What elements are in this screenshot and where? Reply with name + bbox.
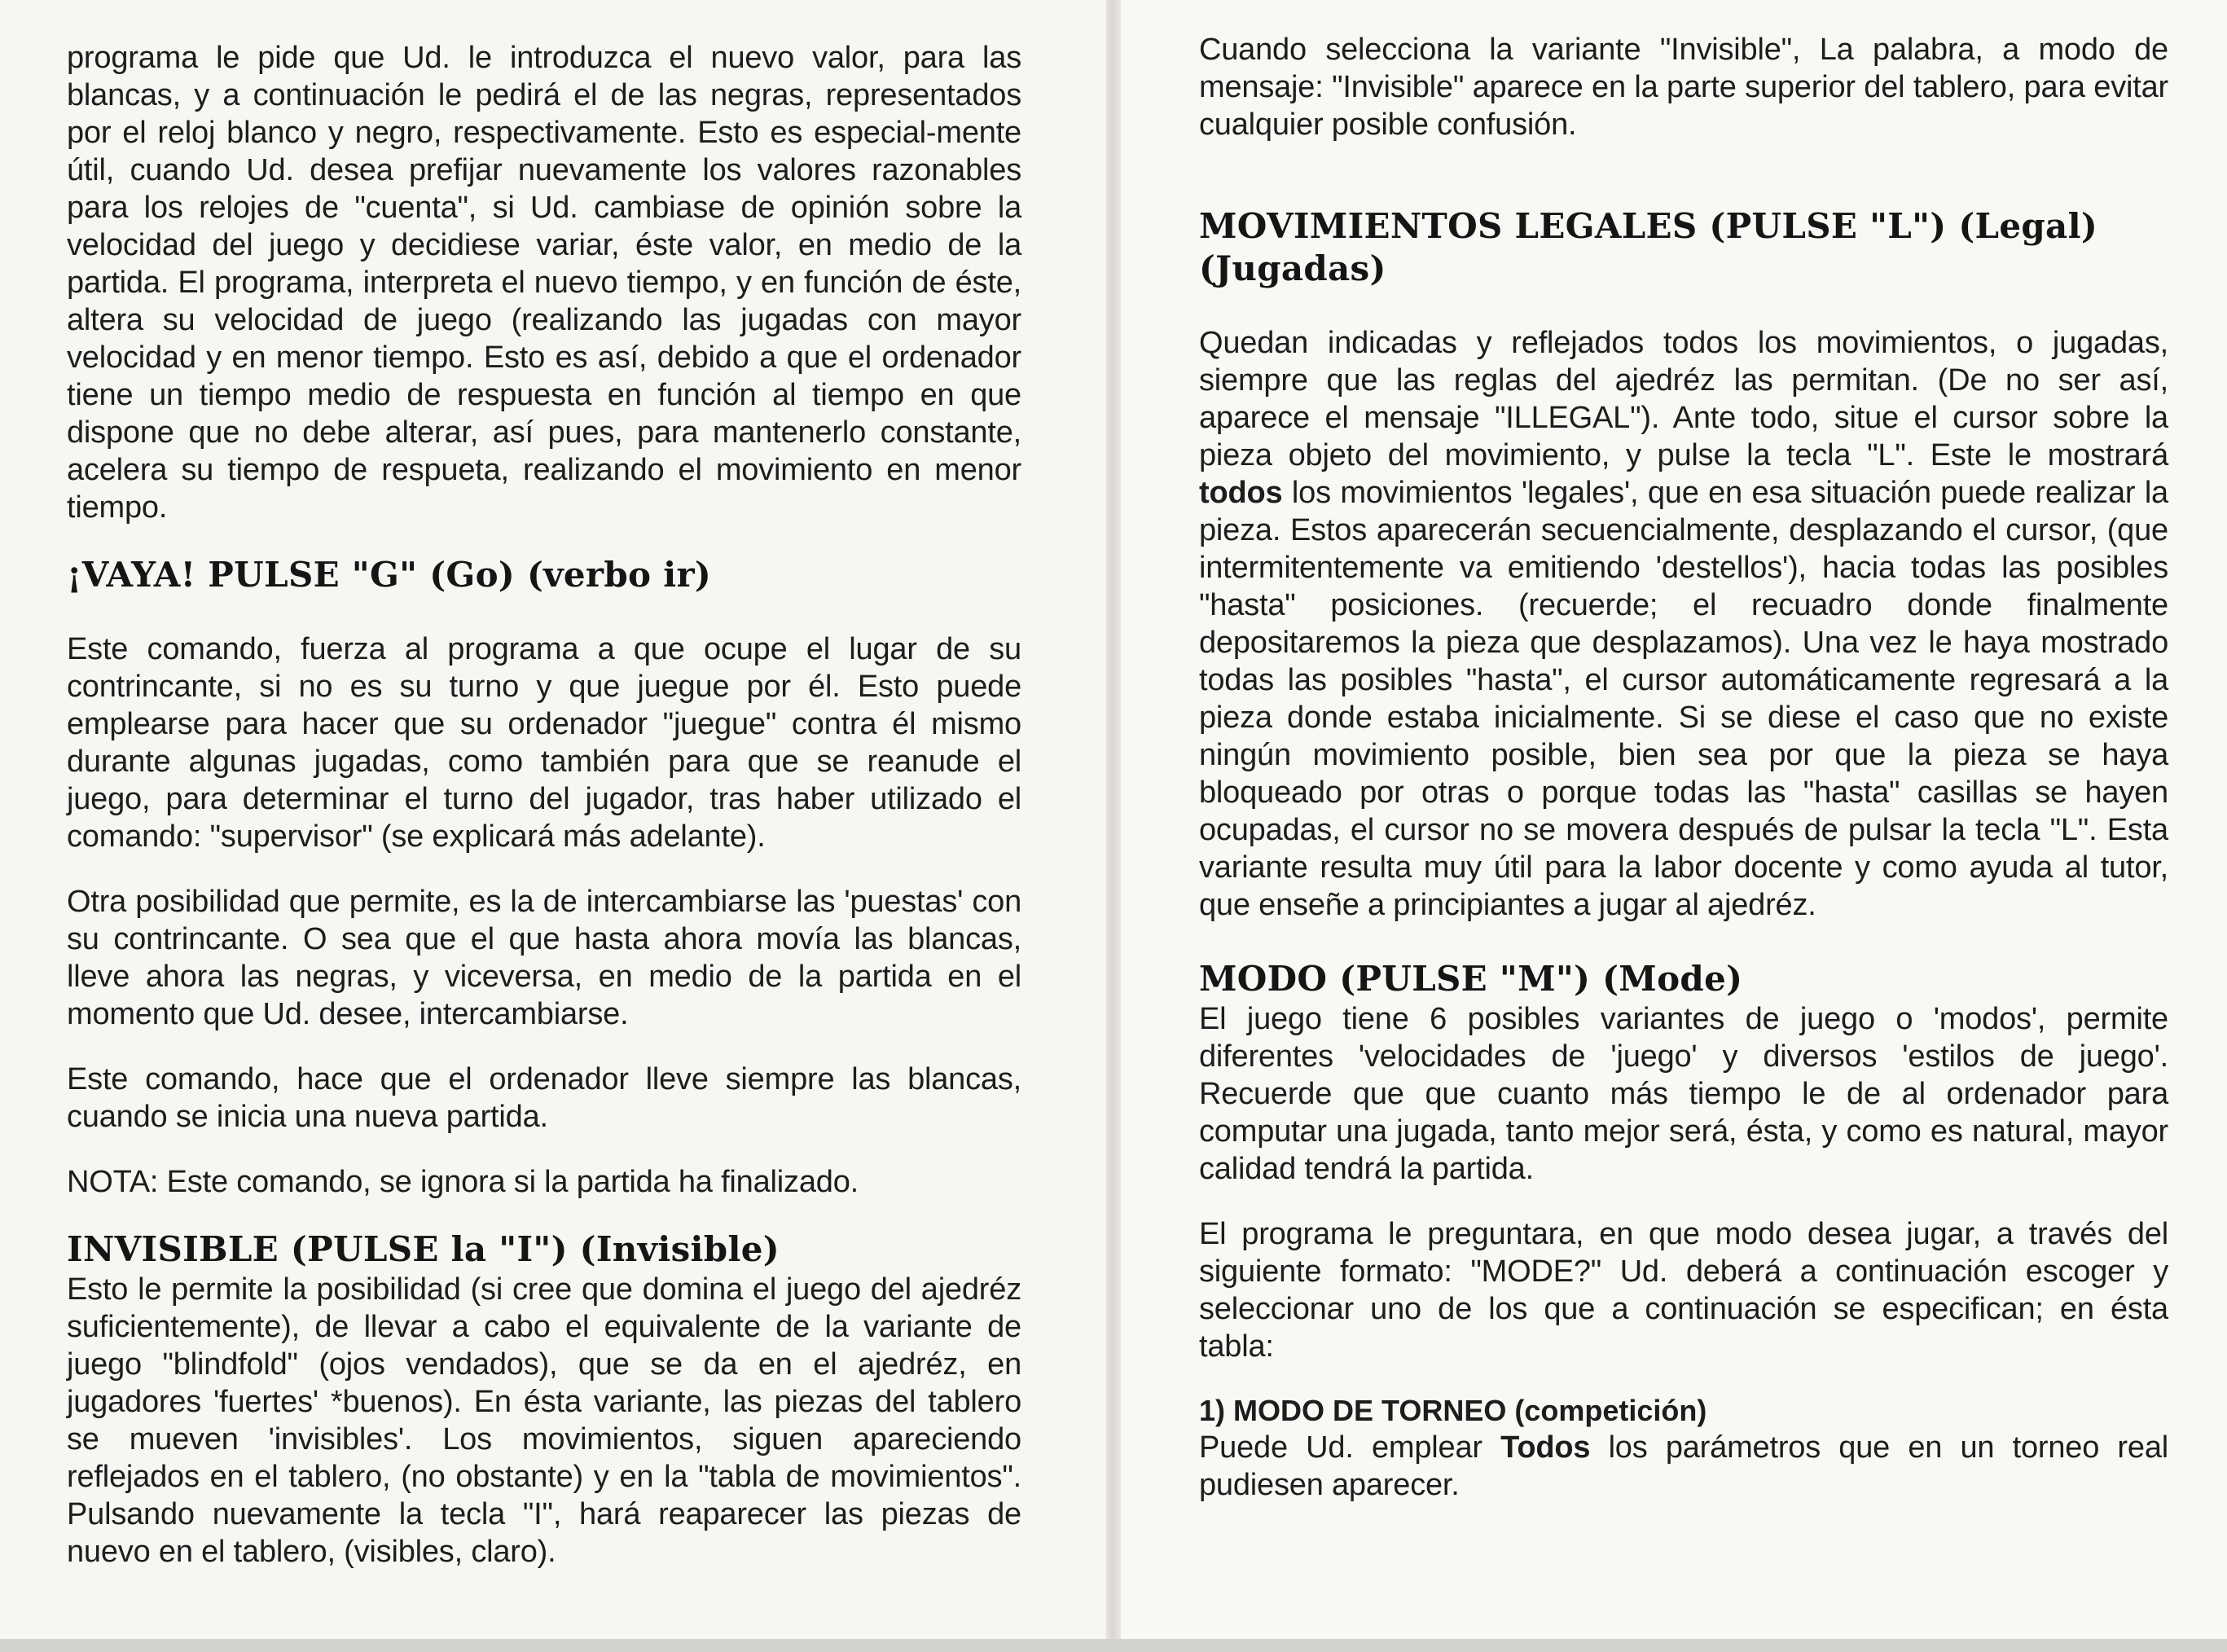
- heading-go-command: ¡VAYA! PULSE "G" (Go) (verbo ir): [67, 555, 712, 595]
- right-page: [1121, 0, 2227, 1652]
- paragraph-nota: NOTA: Este comando, se ignora si la partida ha finalizado.: [67, 1165, 859, 1199]
- paragraph-invisible-message: Cuando selecciona la variante "Invisible", La palabra, a modo de mensaje: "Invisible" aparece en la parte superior del tablero, para evitar cualquier posible confusión.: [1199, 33, 2168, 142]
- heading-legal-moves-line2: (Jugadas): [1199, 248, 1386, 288]
- heading-legal-moves-line1: MOVIMIENTOS LEGALES (PULSE "L") (Legal): [1199, 206, 2098, 246]
- emphasis-todos-tournament: Todos: [1500, 1430, 1591, 1465]
- paragraph-mode-prompt: El programa le preguntara, en que modo desea jugar, a través del siguiente formato: "MODE?" Ud. deberá a continuación escoger y seleccionar uno de los que a continuación se especifican; en ésta tabla:: [1199, 1217, 2168, 1364]
- paragraph-clock-values: programa le pide que Ud. le introduzca el nuevo valor, para las blancas, y a continuación le pedirá el de las negras, representados por el reloj blanco y negro, respectivamente. Esto es especial-mente útil, cuando Ud. desea prefijar nuevamente los valores razonables para los relojes de "cuenta", si Ud. cambiase de opinión sobre la velocidad del juego y decidiese variar, éste valor, en medio de la partida. El programa, interpreta el nuevo tiempo, y en función de éste, altera su velocidad de juego (realizando las jugadas con mayor velocidad y en menor tiempo. Esto es así, debido a que el ordenador tiene un tiempo medio de respuesta en función al tiempo en que dispone que no debe alterar, así pues, para mantenerlo constante, acelera su tiempo de respueta, realizando el movimiento en menor tiempo.: [67, 41, 1021, 525]
- paragraph-mode-variants: El juego tiene 6 posibles variantes de juego o 'modos', permite diferentes 'velocidades de 'juego' y diversos 'estilos de juego'. Recuerde que que cuanto más tiempo le de al ordenador para computar una jugada, tanto mejor será, ésta, y como es natural, mayor calidad tendrá la partida.: [1199, 1002, 2168, 1186]
- emphasis-todos: todos: [1199, 476, 1283, 510]
- paragraph-legal-moves: Quedan indicadas y reflejados todos los movimientos, o jugadas, siempre que las reglas del ajedréz las permitan. (De no ser así, aparece el mensaje "ILLEGAL"). Ante todo, situe el cursor sobre la pieza objeto del movimiento, y pulse la tecla "L". Este le mostrará todos los movimientos 'legales', que en esa situación puede realizar la pieza. Estos aparecerán secuencialmente, desplazando el cursor, (que intermitentemente va emitiendo 'destellos'), hacia todas las posibles "hasta" posiciones. (recuerde; el recuadro donde finalmente depositaremos la pieza que desplazamos). Una vez le haya mostrado todas las posibles "hasta", el cursor automáticamente regresará a la pieza donde estaba inicialmente. Si se diese el caso que no existe ningún movimiento posible, bien sea por que la pieza se haya bloqueado por otras o porque todas las "hasta" casillas se hayen ocupadas, el cursor no se movera después de pulsar la tecla "L". Esta variante resulta muy útil para la labor docente y como ayuda al tutor, que enseñe a principiantes a jugar al ajedréz.: [1199, 326, 2168, 922]
- paragraph-computer-whites: Este comando, hace que el ordenador lleve siempre las blancas, cuando se inicia una nueva partida.: [67, 1062, 1021, 1134]
- paragraph-tournament-mode: Puede Ud. emplear Todos los parámetros que en un torneo real pudiesen aparecer.: [1199, 1430, 2169, 1502]
- left-page: [0, 0, 1106, 1652]
- heading-mode: MODO (PULSE "M") (Mode): [1199, 959, 1743, 999]
- paragraph-swap-sides: Otra posibilidad que permite, es la de intercambiarse las 'puestas' con su contrincante. O sea que el que hasta ahora movía las blancas, lleve ahora las negras, y viceversa, en medio de la partida en el momento que Ud. desee, intercambiarse.: [67, 885, 1021, 1031]
- heading-legal-moves: [1199, 205, 2168, 290]
- page-bottom-edge: [0, 1639, 2227, 1652]
- heading-tournament-mode: 1) MODO DE TORNEO (competición): [1199, 1394, 1707, 1427]
- paragraph-invisible-description: Esto le permite la posibilidad (si cree que domina el juego del ajedréz suficientemente), de llevar a cabo el equivalente de la variante de juego "blindfold" (ojos vendados), que se da en el ajedréz, en jugadores 'fuertes' *buenos). En ésta variante, las piezas del tablero se mueven 'invisibles'. Los movimientos, siguen apareciendo reflejados en el tablero, (no obstante) y en la "tabla de movimientos". Pulsando nuevamente la tecla "I", hará reaparecer las piezas de nuevo en el tablero, (visibles, claro).: [67, 1272, 1021, 1569]
- heading-invisible: INVISIBLE (PULSE la "I") (Invisible): [67, 1229, 780, 1269]
- book-gutter: [1106, 0, 1121, 1652]
- paragraph-go-description: Este comando, fuerza al programa a que ocupe el lugar de su contrincante, si no es su turno y que juegue por él. Esto puede emplearse para hacer que su ordenador "juegue" contra él mismo durante algunas jugadas, como también para que se reanude el juego, para determinar el turno del jugador, tras haber utilizado el comando: "supervisor" (se explicará más adelante).: [67, 632, 1021, 854]
